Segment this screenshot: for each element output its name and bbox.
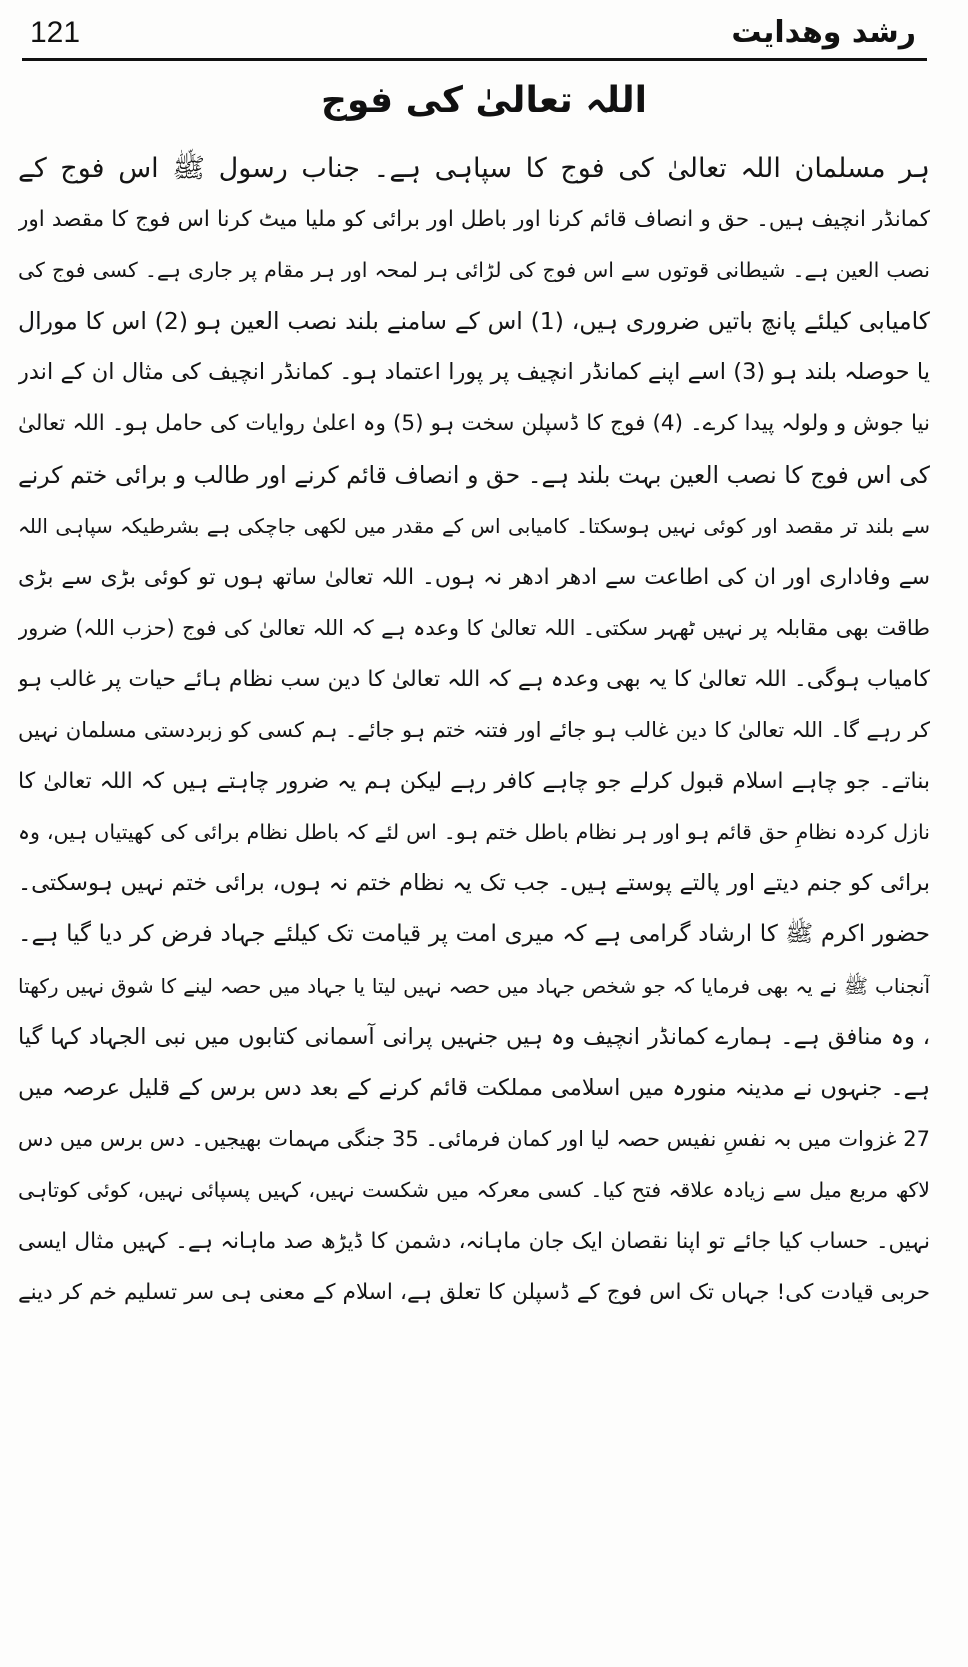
text-line: نہیں۔ حساب کیا جائے تو اپنا نقصان ایک جان ماہانہ، دشمن کا ڈیڑھ صد ماہانہ ہے۔ کہیں مثال ایسی (18, 1228, 930, 1254)
text-line: کر رہے گا۔ اللہ تعالیٰ کا دین غالب ہو جائے اور فتنہ ختم ہو جائے۔ ہم کسی کو زبردستی مسلمان نہیں (18, 718, 930, 743)
text-line: نازل کردہ نظامِ حق قائم ہو اور ہر نظام باطل ختم ہو۔ اس لئے کہ باطل نظام برائی کی کھیتیاں ہیں، وہ (18, 820, 930, 845)
text-line: ہے۔ جنہوں نے مدینہ منورہ میں اسلامی مملکت قائم کرنے کے بعد دس برس کے قلیل عرصہ میں (18, 1074, 930, 1101)
text-line: طاقت بھی مقابلہ پر نہیں ٹھہر سکتی۔ اللہ تعالیٰ کا وعدہ ہے کہ اللہ تعالیٰ کی فوج (حزب اللہ) ضرور (18, 615, 930, 640)
text-line: نیا جوش و ولولہ پیدا کرے۔ (4) فوج کا ڈسپلن سخت ہو (5) وہ اعلیٰ روایات کی حامل ہو۔ اللہ تعالیٰ (18, 411, 930, 437)
text-line: آنجناب ﷺ نے یہ بھی فرمایا کہ جو شخص جہاد میں حصہ نہیں لیتا یا جہاد میں حصہ لینے کا شوق نہیں رکھتا (18, 973, 930, 998)
header-divider (22, 58, 927, 61)
chapter-title: اللہ تعالیٰ کی فوج (321, 80, 647, 121)
running-title: رشد وهدایت (731, 15, 916, 50)
text-line: برائی کو جنم دیتے اور پالتے پوستے ہیں۔ جب تک یہ نظام ختم نہ ہوں، برائی ختم نہیں ہوسکتی۔ (18, 870, 930, 897)
text-line: یا حوصلہ بلند ہو (3) اسے اپنے کمانڈر انچیف پر پورا اعتماد ہو۔ کمانڈر انچیف کی مثال ان کے اندر (18, 359, 930, 386)
page-header (22, 14, 920, 54)
text-line: کی اس فوج کا نصب العین بہت بلند ہے۔ حق و انصاف قائم کرنے اور طالب و برائی ختم کرنے (18, 460, 930, 489)
text-line: حضور اکرم ﷺ کا ارشاد گرامی ہے کہ میری امت پر قیامت تک کیلئے جہاد فرض کر دیا گیا ہے۔ (18, 921, 930, 948)
text-line: سے وفاداری اور ان کی اطاعت سے ادھر ادھر نہ ہوں۔ اللہ تعالیٰ ساتھ ہوں تو کوئی بڑی سے بڑی (18, 564, 930, 590)
text-line: بناتے۔ جو چاہے اسلام قبول کرلے جو چاہے کافر رہے لیکن ہم یہ ضرور چاہتے ہیں کہ اللہ تعالیٰ کا (18, 769, 930, 795)
body-text (18, 143, 930, 1318)
text-line: کامیابی کیلئے پانچ باتیں ضروری ہیں، (1) اس کے سامنے بلند نصب العین ہو (2) اس کا مورال (18, 307, 930, 336)
text-line: حربی قیادت کی! جہاں تک اس فوج کے ڈسپلن کا تعلق ہے، اسلام کے معنی ہی سر تسلیم خم کر دینے (18, 1280, 930, 1306)
text-line: 27 غزوات میں بہ نفسِ نفیس حصہ لیا اور کمان فرمائی۔ 35 جنگی مہمات بھیجیں۔ دس برس میں دس (18, 1126, 930, 1151)
text-line: کمانڈر انچیف ہیں۔ حق و انصاف قائم کرنا اور باطل اور برائی کو ملیا میٹ کرنا اس فوج کا مقصد اور (18, 207, 930, 233)
text-line: لاکھ مربع میل سے زیادہ علاقہ فتح کیا۔ کسی معرکہ میں شکست نہیں، کہیں پسپائی نہیں، کوئی کوتاہی (18, 1177, 930, 1202)
text-line: ہر مسلمان اللہ تعالیٰ کی فوج کا سپاہی ہے۔ جناب رسول ﷺ اس فوج کے (18, 153, 930, 184)
text-line: نصب العین ہے۔ شیطانی قوتوں سے اس فوج کی لڑائی ہر لمحہ اور ہر مقام پر جاری ہے۔ کسی فوج کی (18, 258, 930, 283)
text-line: ، وہ منافق ہے۔ ہمارے کمانڈر انچیف وہ ہیں جنہیں پرانی آسمانی کتابوں میں نبی الجہاد کہا گیا (18, 1023, 930, 1050)
text-line: سے بلند تر مقصد اور کوئی نہیں ہوسکتا۔ کامیابی اس کے مقدر میں لکھی جاچکی ہے بشرطیکہ سپاہی اللہ (18, 513, 930, 538)
page-number: 121 (30, 16, 81, 49)
text-line: کامیاب ہوگی۔ اللہ تعالیٰ کا یہ بھی وعدہ ہے کہ اللہ تعالیٰ کا دین سب نظام ہائے حیات پر غالب ہو (18, 666, 930, 692)
